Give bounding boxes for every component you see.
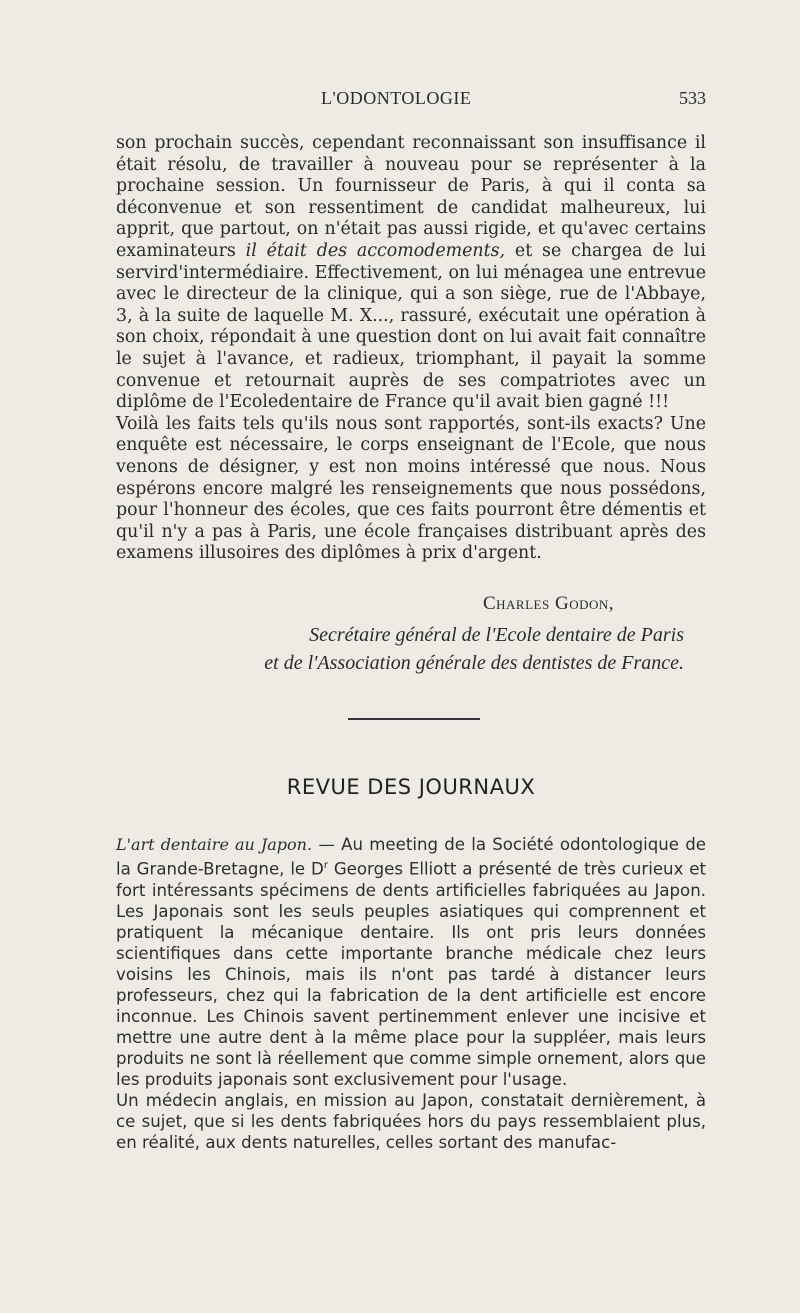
paragraph: son prochain succès, cependant reconnaissant son insuffisance il était résolu, de travailler à nouveau pour se représenter à la prochaine session. Un fournisseur de Paris, à qui il conta sa déconvenue et son ressentiment de candidat malheureux, lui apprit, que partout, on n'était pas aussi rigide, et qu'avec certains examinateurs il était des accomodements, et se chargea de lui servird'intermédiaire. Effectivement, on lui ménagea une entrevue avec le directeur de la clinique, qui a son siège, rue de l'Abbaye, 3, à la suite de laquelle M. X..., rassuré, exécutait une opération à son choix, répondait à une question dont on lui avait fait connaître le sujet à l'avance, et radieux, triomphant, il payait la somme convenue et retournait auprès de ses compatriotes avec un diplôme de l'Ecoledentaire de France qu'il avait bien gagné !!! [116, 133, 706, 413]
paragraph: Voilà les faits tels qu'ils nous sont rapportés, sont-ils exacts? Une enquête est nécessaire, le corps enseignant de l'Ecole, que nous venons de désigner, y est non moins intéressé que nous. Nous espérons encore malgré les renseignements que nous possédons, pour l'honneur des écoles, que ces faits pourront être démentis et qu'il n'y a pas à Paris, une école françaises distribuant après des examens illusoires des diplômes à prix d'argent. [116, 413, 706, 564]
paragraph: L'art dentaire au Japon. — Au meeting de la Société odontologique de la Grande-Bretagne, le $D^r$ Georges Elliott a présenté de très curieux et fort intéressants spécimens de dents artificielles fabriquées au Japon. Les Japonais sont les seuls peuples asiatiques qui comprennent et pratiquent la mécanique dentaire. Ils ont pris leurs données scientifiques dans cette importante branche médicale chez leurs voisins les Chinois, mais ils n'ont pas tardé à distancer leurs professeurs, chez qui la fabrication de la dent artificielle est encore inconnue. Les Chinois savent pertinemment enlever une incisive et mettre une autre dent à la même place pour la suppléer, mais leurs produits ne sont là réellement que comme simple ornement, alors que les produits japonais sont exclusivement pour l'usage. [116, 835, 706, 1089]
section-divider [348, 718, 480, 720]
article-lead: L'art dentaire au Japon. [116, 835, 313, 854]
journal-review-body [116, 834, 706, 1153]
author-role-line: Secrétaire général de l'Ecole dentaire de Paris [309, 624, 684, 646]
paragraph: Un médecin anglais, en mission au Japon, constatait dernièrement, à ce sujet, que si les dents fabriquées hors du pays ressemblaient plus, en réalité, aux dents naturelles, celles sortant des manufac- [116, 1090, 706, 1152]
article-body-continued [116, 133, 706, 565]
journal-title: L'ODONTOLOGIE [321, 88, 472, 108]
author-role-line: et de l'Association générale des dentistes de France. [264, 652, 684, 674]
page-number: 533 [679, 88, 706, 108]
section-heading: REVUE DES JOURNAUX [286, 775, 536, 799]
author-signature: Charles Godon, [482, 593, 614, 614]
italic-phrase: il était des accomodements, [245, 240, 506, 261]
